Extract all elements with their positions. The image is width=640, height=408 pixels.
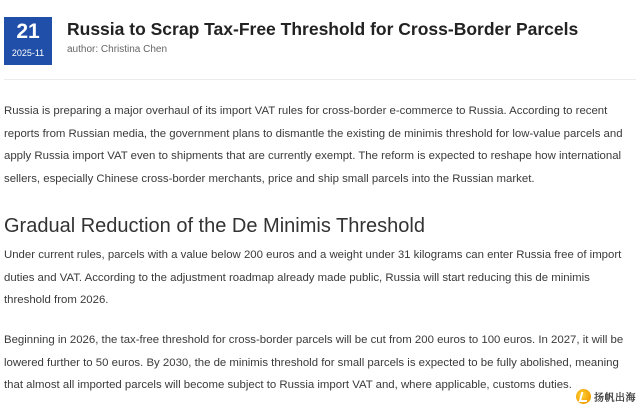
date-day: 21	[16, 20, 40, 43]
section-heading: Gradual Reduction of the De Minimis Threshold	[4, 215, 425, 237]
watermark	[576, 388, 636, 405]
intro-paragraph: Russia is preparing a major overhaul of its import VAT rules for cross-border e-commerce to Russia. According to recent reports from Russian media, the government plans to dismantle the existing de minimis threshold for low-value parcels and apply Russia import VAT even to shipments that are currently exempt. The reform is expected to reshape how international sellers, especially Chinese cross-border merchants, price and ship small parcels into the Russian market.	[4, 105, 623, 185]
article-title: Russia to Scrap Tax-Free Threshold for Cross-Border Parcels	[67, 19, 579, 39]
section-paragraph-2: Beginning in 2026, the tax-free threshold for cross-border parcels will be cut from 200 euros to 100 euros. In 2027, it will be lowered further to 50 euros. By 2030, the de minimis threshold for small parcels is expected to be fully abolished, meaning that almost all imported parcels will become subject to Russia import VAT and, where applicable, customs duties.	[4, 334, 624, 391]
article-author: author: Christina Chen	[67, 44, 168, 55]
brand-logo-icon	[576, 389, 591, 404]
date-badge	[4, 17, 52, 65]
date-year-month: 2025-11	[11, 48, 45, 58]
header-divider	[4, 79, 636, 80]
section-paragraph-1: Under current rules, parcels with a value below 200 euros and a weight under 31 kilograms can enter Russia free of import duties and VAT. According to the adjustment roadmap already made public, Russia will start reducing this de minimis threshold from 2026.	[4, 249, 622, 306]
watermark-text: 扬帆出海	[594, 393, 636, 404]
